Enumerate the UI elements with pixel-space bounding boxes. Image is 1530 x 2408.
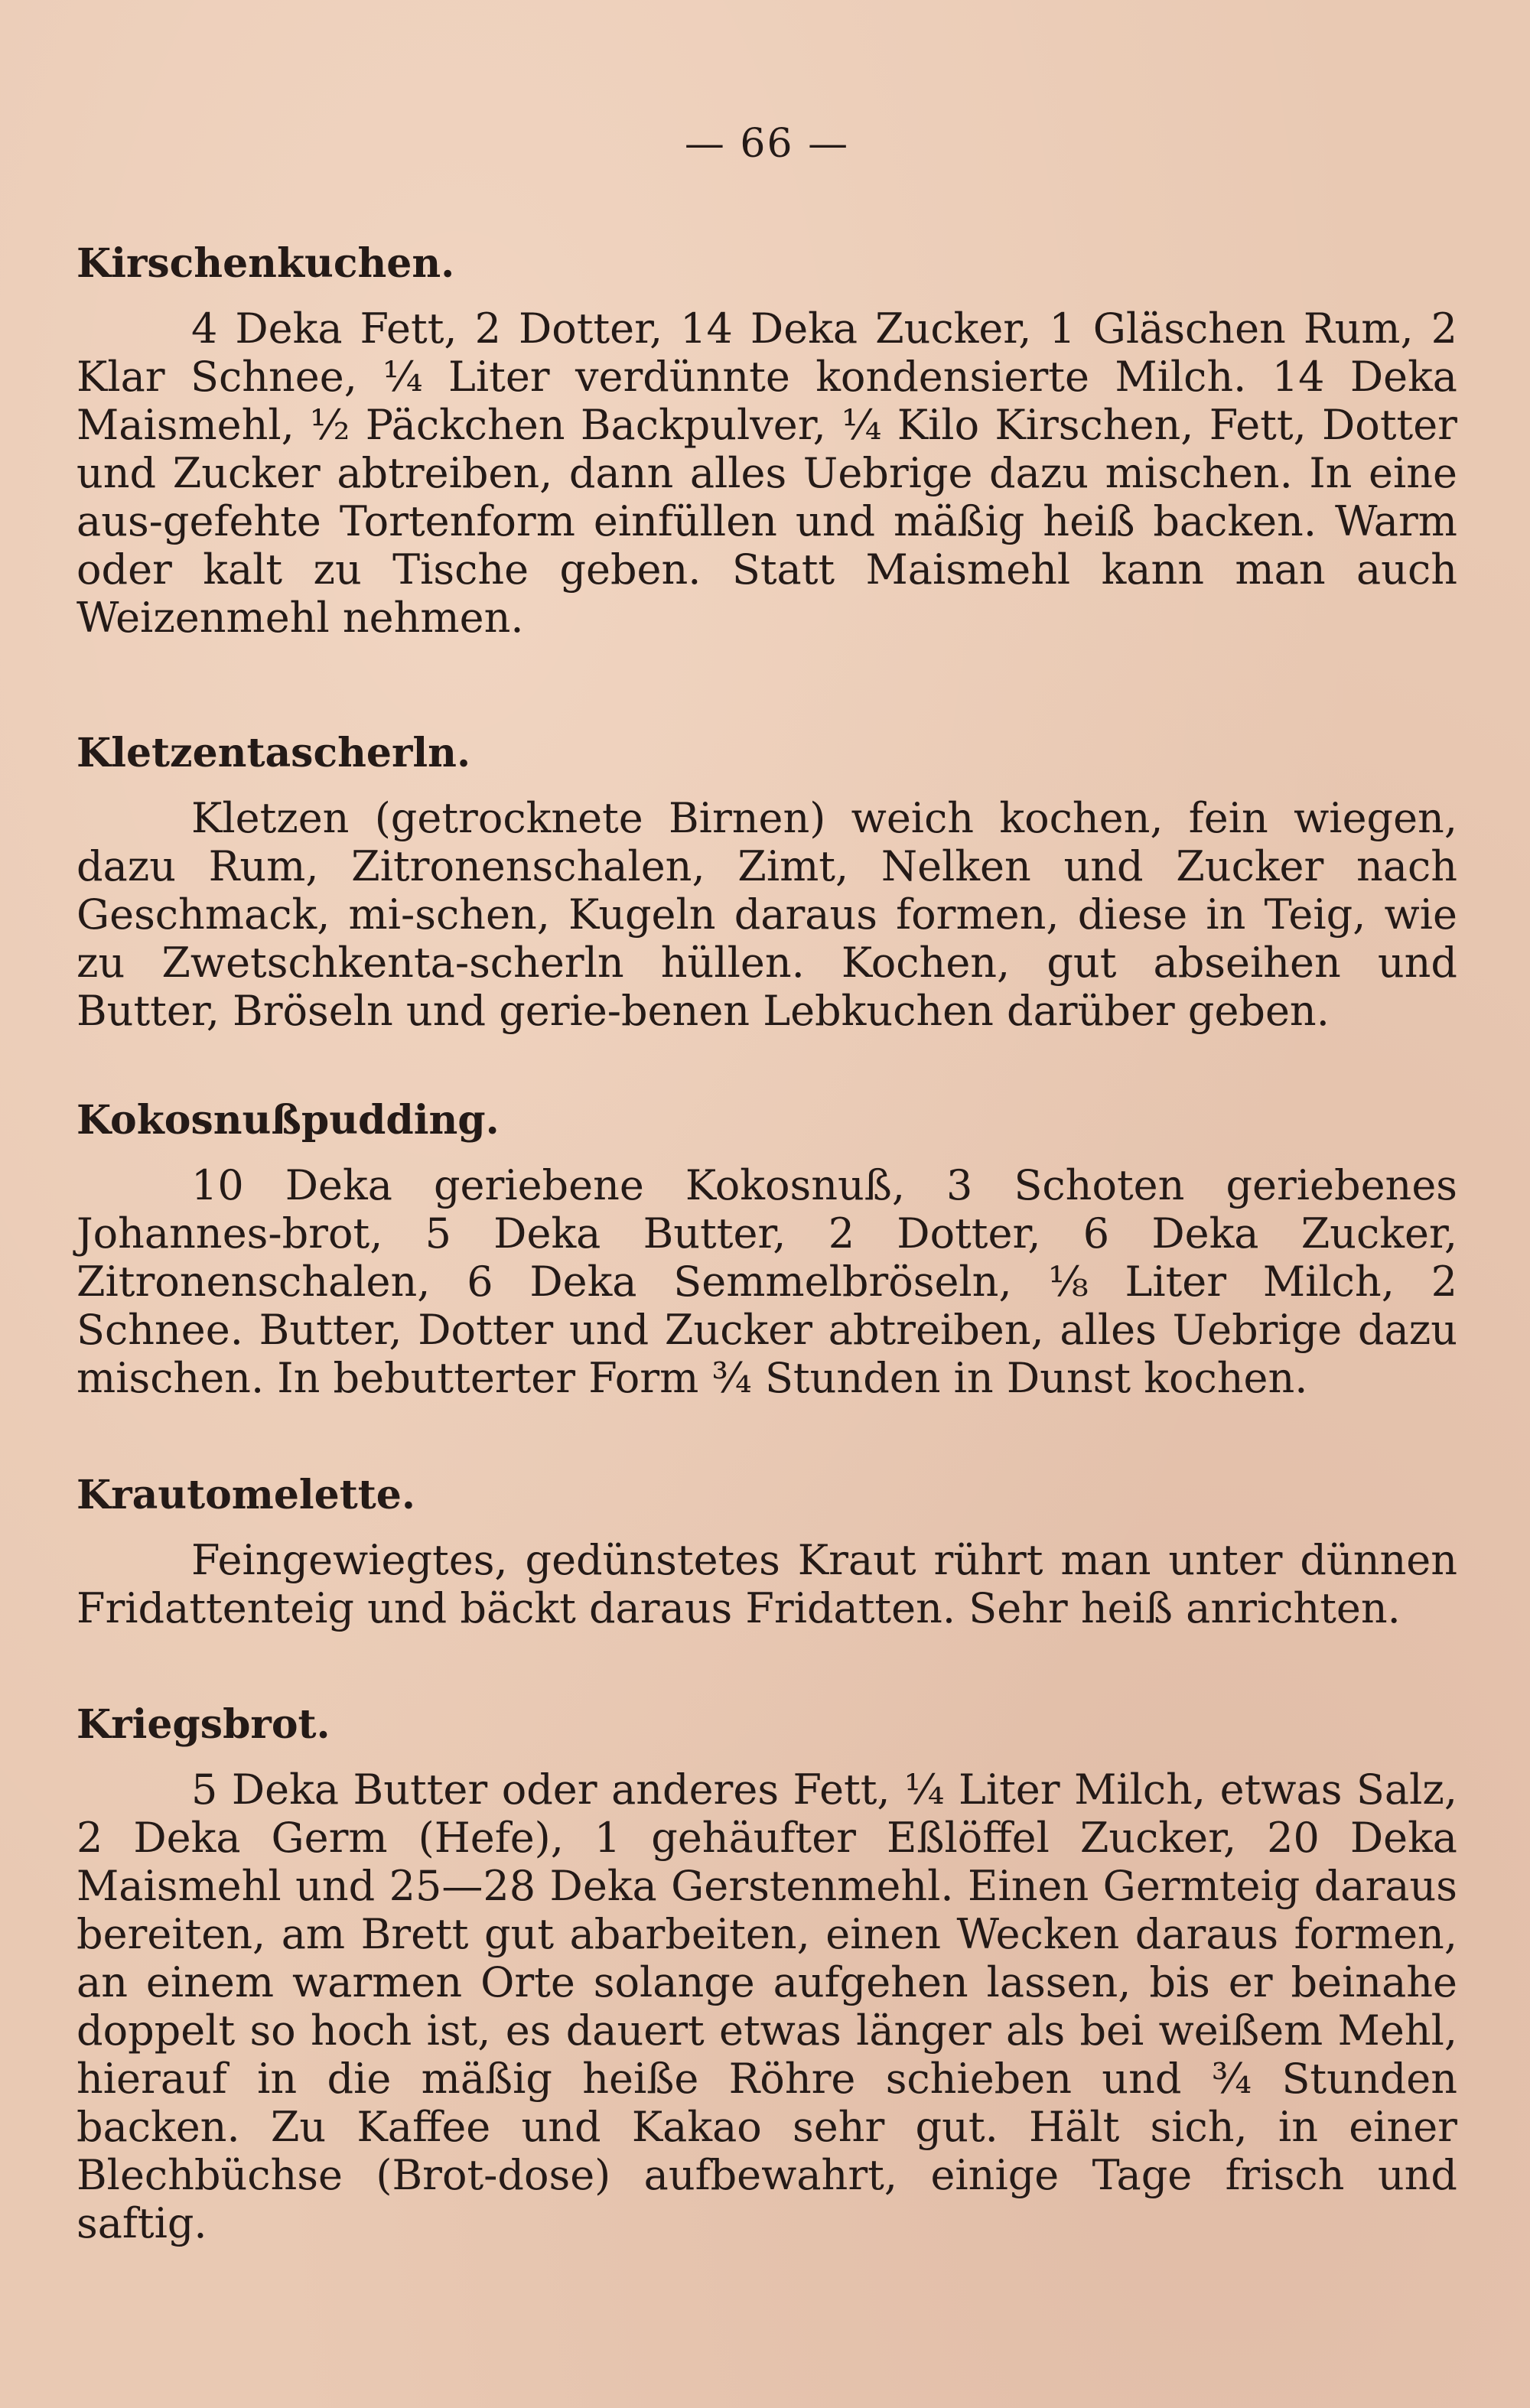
recipe-title: Kletzentascherln. bbox=[76, 730, 471, 776]
recipe-kirschenkuchen bbox=[76, 237, 1457, 642]
recipe-title: Kriegsbrot. bbox=[76, 1701, 330, 1748]
recipe-kokosnusspudding bbox=[76, 1094, 1457, 1402]
recipe-title: Kirschenkuchen. bbox=[76, 240, 455, 287]
book-page bbox=[76, 0, 1457, 2408]
recipe-kletzentascherln bbox=[76, 727, 1457, 1035]
recipe-kriegsbrot bbox=[76, 1698, 1457, 2247]
recipe-text: Feingewiegtes, gedünstetes Kraut rührt man unter dünnen Fridattenteig und bäckt daraus Fridatten. Sehr heiß anrichten. bbox=[76, 1536, 1457, 1632]
recipe-text: 5 Deka Butter oder anderes Fett, ¼ Liter Milch, etwas Salz, 2 Deka Germ (Hefe), 1 gehäufter Eßlöffel Zucker, 20 Deka Maismehl und 25—28 Deka Gerstenmehl. Einen Germteig daraus bereiten, am Brett gut abarbeiten, einen Wecken daraus formen, an einem warmen Orte solange aufgehen lassen, bis er beinahe doppelt so hoch ist, es dauert etwas länger als bei weißem Mehl, hierauf in die mäßig heiße Röhre schieben und ¾ Stunden backen. Zu Kaffee und Kakao sehr gut. Hält sich, in einer Blechbüchse (Brot-dose) aufbewahrt, einige Tage frisch und saftig. bbox=[76, 1765, 1457, 2247]
recipe-title: Krautomelette. bbox=[76, 1472, 415, 1518]
recipe-text: 4 Deka Fett, 2 Dotter, 14 Deka Zucker, 1 Gläschen Rum, 2 Klar Schnee, ¼ Liter verdünnte kondensierte Milch. 14 Deka Maismehl, ½ Päckchen Backpulver, ¼ Kilo Kirschen, Fett, Dotter und Zucker abtreiben, dann alles Uebrige dazu mischen. In eine aus-gefehte Tortenform einfüllen und mäßig heiß backen. Warm oder kalt zu Tische geben. Statt Maismehl kann man auch Weizenmehl nehmen. bbox=[76, 304, 1457, 642]
recipe-krautomelette bbox=[76, 1469, 1457, 1632]
page-number: — 66 — bbox=[684, 121, 850, 167]
recipe-text: Kletzen (getrocknete Birnen) weich kochen, fein wiegen, dazu Rum, Zitronenschalen, Zimt, Nelken und Zucker nach Geschmack, mi-schen, Kugeln daraus formen, diese in Teig, wie zu Zwetschkenta-scherln hüllen. Kochen, gut abseihen und Butter, Bröseln und gerie-benen Lebkuchen darüber geben. bbox=[76, 794, 1457, 1035]
recipe-title: Kokosnußpudding. bbox=[76, 1097, 500, 1144]
recipe-text: 10 Deka geriebene Kokosnuß, 3 Schoten geriebenes Johannes-brot, 5 Deka Butter, 2 Dotter, 6 Deka Zucker, Zitronenschalen, 6 Deka Semmelbröseln, ⅛ Liter Milch, 2 Schnee. Butter, Dotter und Zucker abtreiben, alles Uebrige dazu mischen. In bebutterter Form ¾ Stunden in Dunst kochen. bbox=[76, 1161, 1457, 1402]
